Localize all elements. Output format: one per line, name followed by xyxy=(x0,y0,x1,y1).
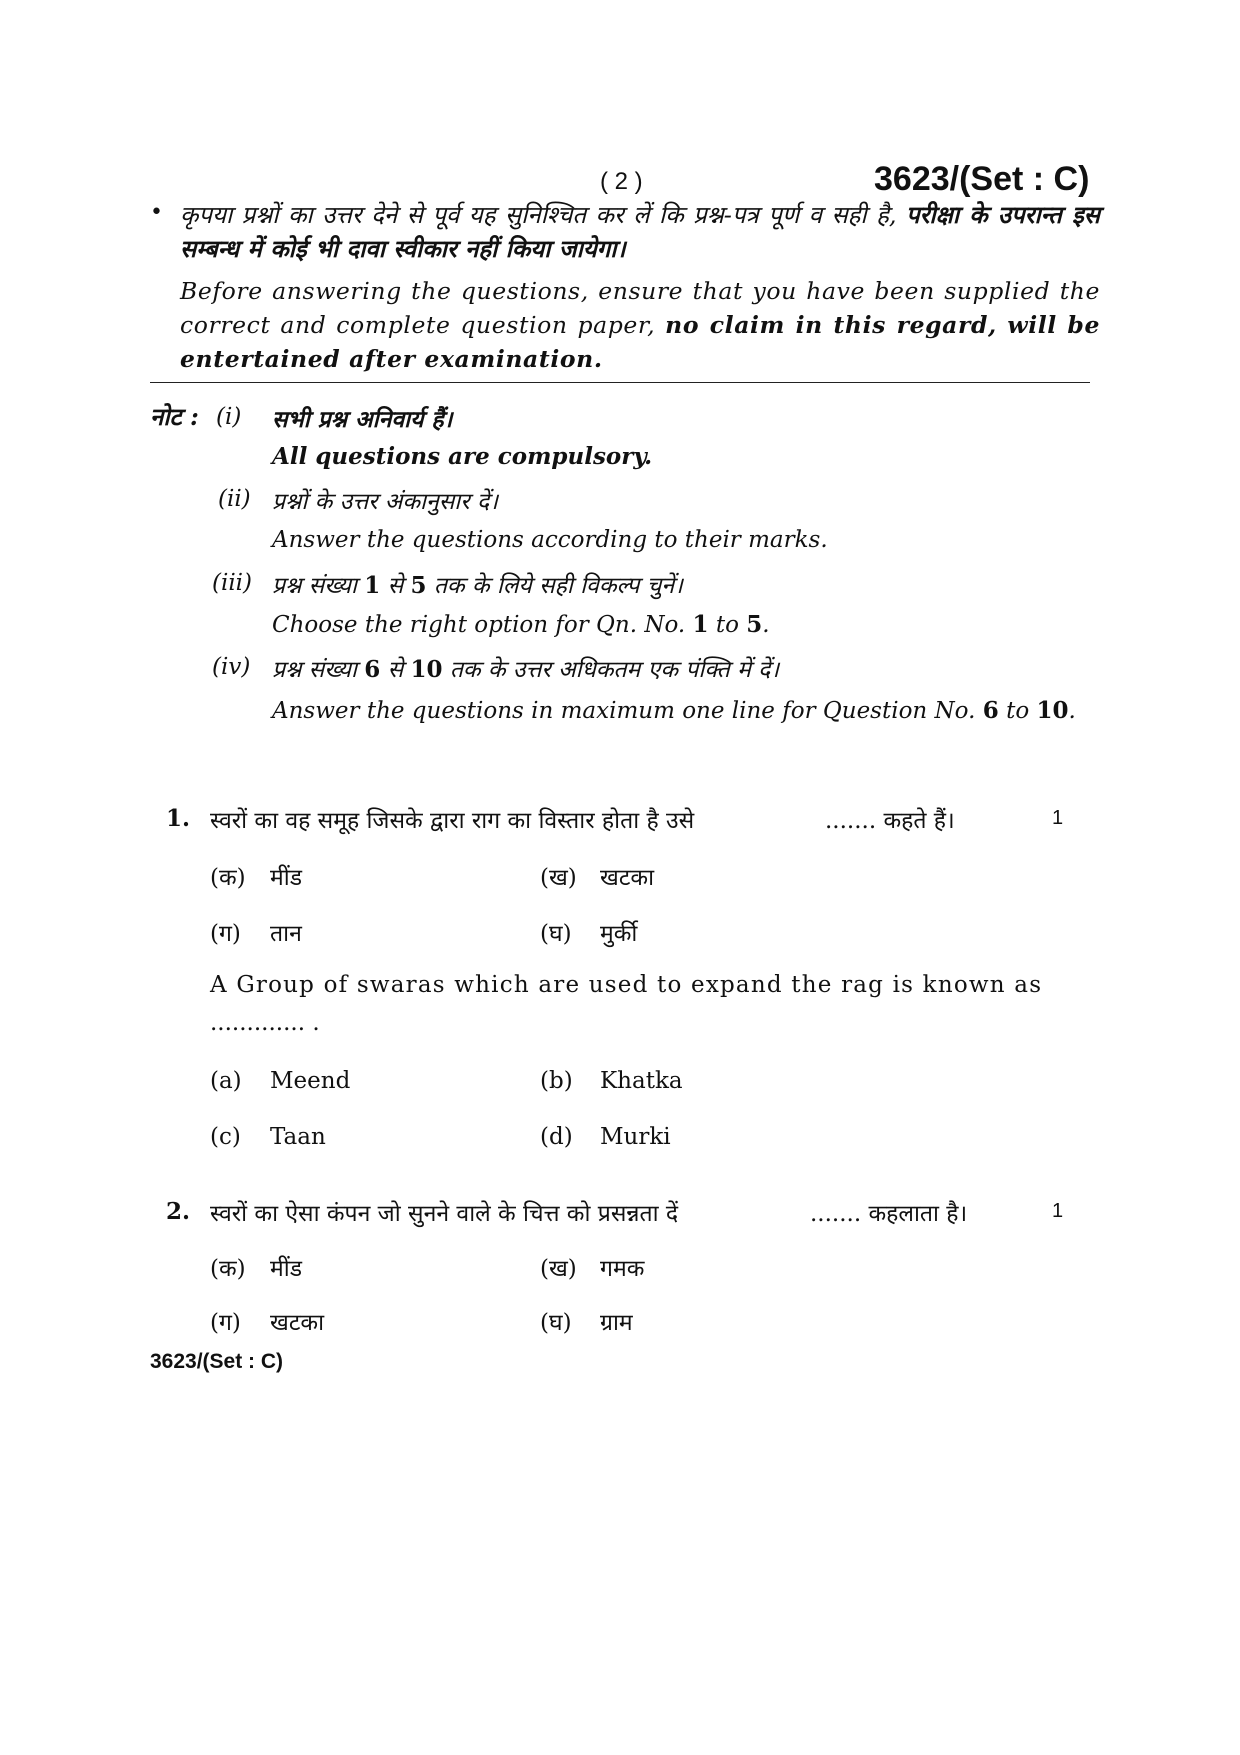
note-1-hindi: सभी प्रश्न अनिवार्य हैं। xyxy=(272,406,453,433)
note-2-english: Answer the questions according to their marks. xyxy=(272,527,828,553)
page-number: ( 2 ) xyxy=(600,168,643,195)
q2-hindi-option-label-b: (ख) xyxy=(540,1256,577,1282)
q1-hindi-option-text-c: तान xyxy=(270,921,302,947)
q1-hindi-option-label-a: (क) xyxy=(210,865,246,891)
notice-hindi-bold: परीक्षा के उपरान्त इस सम्बन्ध में कोई भी दावा स्वीकार नहीं किया जायेगा। xyxy=(180,200,1100,263)
q2-hindi-option-text-b: गमक xyxy=(600,1256,645,1282)
question-2-marks: 1 xyxy=(1052,1200,1064,1222)
section-divider xyxy=(150,382,1090,383)
note-4-english-pre: Answer the questions in maximum one line for Question No. xyxy=(272,698,976,724)
paper-code-footer: 3623/(Set : C) xyxy=(150,1350,284,1373)
note-1-english: All questions are compulsory. xyxy=(272,443,653,470)
notice-bullet: • xyxy=(150,200,163,225)
notice-english-bold: no claim in this regard, will be entertained after examination. xyxy=(180,311,1101,373)
notice-english xyxy=(180,274,1100,376)
q2-hindi-option-label-d: (घ) xyxy=(540,1310,572,1336)
note-2-hindi: प्रश्नों के उत्तर अंकानुसार दें। xyxy=(272,489,498,515)
question-1-hindi: स्वरों का वह समूह जिसके द्वारा राग का विस्तार होता है उसे xyxy=(210,808,695,834)
note-4-english xyxy=(272,697,1076,724)
q1-english-option-label-d: (d) xyxy=(540,1124,573,1150)
question-2-number: 2. xyxy=(166,1198,191,1225)
q1-english-option-text-d: Murki xyxy=(600,1124,671,1150)
note-roman-3: (iii) xyxy=(212,570,253,596)
q1-english-option-label-b: (b) xyxy=(540,1068,573,1094)
q1-english-option-label-c: (c) xyxy=(210,1124,241,1150)
note-3-english-mid: to xyxy=(715,612,739,638)
note-4-num-end: 10 xyxy=(410,656,443,683)
note-roman-4: (iv) xyxy=(212,654,251,680)
note-roman-2: (ii) xyxy=(218,486,251,512)
question-2-hindi-end: ....... कहलाता है। xyxy=(810,1201,968,1227)
note-3-en-num-start: 1 xyxy=(692,611,709,638)
q1-hindi-option-text-a: मींड xyxy=(270,865,303,891)
question-1-marks: 1 xyxy=(1052,807,1064,829)
notice-hindi-text: कृपया प्रश्नों का उत्तर देने से पूर्व यह सुनिश्चित कर लें कि प्रश्न-पत्र पूर्ण व सही है, xyxy=(180,201,897,229)
note-4-num-start: 6 xyxy=(364,656,381,683)
q1-hindi-option-text-b: खटका xyxy=(600,865,655,891)
q2-hindi-option-label-c: (ग) xyxy=(210,1310,241,1336)
note-3-hindi-mid: से xyxy=(387,573,404,599)
note-4-hindi xyxy=(272,652,779,684)
note-4-hindi-post: तक के उत्तर अधिकतम एक पंक्ति में दें। xyxy=(449,657,780,683)
note-4-english-end: . xyxy=(1068,698,1076,724)
q2-hindi-option-text-d: ग्राम xyxy=(600,1310,633,1336)
note-3-hindi xyxy=(272,568,683,600)
q1-hindi-option-text-d: मुर्की xyxy=(600,921,638,947)
q2-hindi-option-text-c: खटका xyxy=(270,1310,325,1336)
q1-hindi-option-label-c: (ग) xyxy=(210,921,241,947)
note-3-num-start: 1 xyxy=(364,572,381,599)
note-4-hindi-pre: प्रश्न संख्या xyxy=(272,657,357,683)
q2-hindi-option-text-a: मींड xyxy=(270,1256,303,1282)
q1-english-option-text-c: Taan xyxy=(270,1124,326,1150)
notice-english-text: Before answering the questions, ensure that you have been supplied the correct and complete question paper, xyxy=(180,277,1100,339)
note-3-en-num-end: 5 xyxy=(746,611,763,638)
note-3-english-pre: Choose the right option for Qn. No. xyxy=(272,612,686,638)
note-3-english xyxy=(272,611,770,638)
note-3-hindi-pre: प्रश्न संख्या xyxy=(272,573,357,599)
note-3-hindi-post: तक के लिये सही विकल्प चुनें। xyxy=(433,573,683,599)
note-3-english-end: . xyxy=(762,612,770,638)
notice-hindi xyxy=(180,198,1100,266)
question-2-hindi: स्वरों का ऐसा कंपन जो सुनने वाले के चित्त को प्रसन्नता दें xyxy=(210,1201,679,1227)
q1-hindi-option-label-b: (ख) xyxy=(540,865,577,891)
question-1-english-blank: ............. . xyxy=(210,1010,320,1036)
note-4-en-num-start: 6 xyxy=(982,697,999,724)
question-1-number: 1. xyxy=(166,805,191,832)
note-label: नोट : xyxy=(150,402,199,431)
q2-hindi-option-label-a: (क) xyxy=(210,1256,246,1282)
note-4-english-mid: to xyxy=(1006,698,1030,724)
q1-english-option-text-a: Meend xyxy=(270,1068,351,1094)
note-4-hindi-mid: से xyxy=(387,657,404,683)
paper-code-header: 3623/(Set : C) xyxy=(874,160,1090,198)
q1-english-option-text-b: Khatka xyxy=(600,1068,683,1094)
note-3-num-end: 5 xyxy=(410,572,427,599)
note-4-en-num-end: 10 xyxy=(1036,697,1069,724)
q1-hindi-option-label-d: (घ) xyxy=(540,921,572,947)
q1-english-option-label-a: (a) xyxy=(210,1068,242,1094)
question-1-hindi-end: ....... कहते हैं। xyxy=(825,808,955,834)
note-roman-1: (i) xyxy=(216,404,242,430)
question-1-english: A Group of swaras which are used to expand the rag is known as xyxy=(210,972,1043,998)
